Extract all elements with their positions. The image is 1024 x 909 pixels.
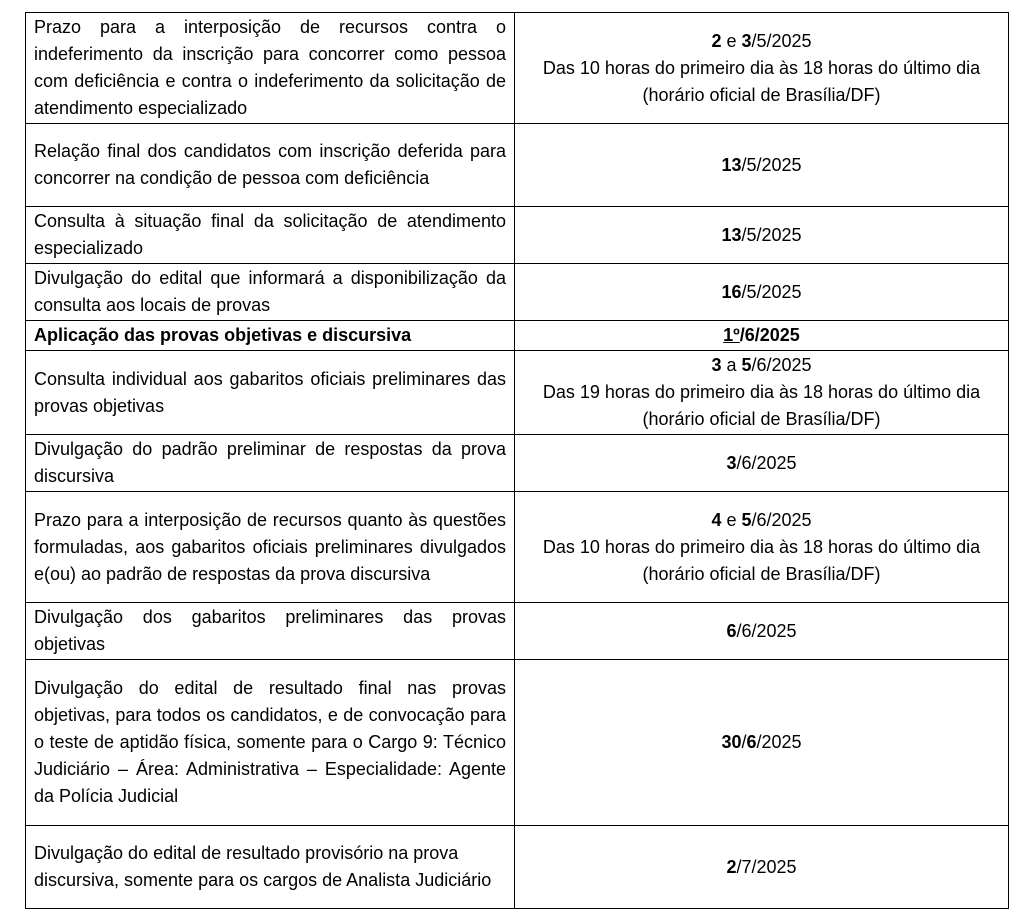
- table-row: [26, 826, 1009, 909]
- table-row: [26, 321, 1009, 351]
- date-cell: [515, 492, 1009, 603]
- date-day: 30: [721, 732, 742, 752]
- date-day: 13: [721, 154, 742, 175]
- date-day: 6: [726, 620, 737, 641]
- date-day: 1º: [723, 325, 740, 345]
- table-row: [26, 351, 1009, 435]
- date-rest: /5/2025: [741, 281, 802, 302]
- date-day: 2: [726, 856, 737, 877]
- date-rest: /2025: [756, 732, 802, 752]
- date-note: Das 10 horas do primeiro dia às 18 horas do último dia (horário oficial de Brasília/DF): [542, 536, 981, 584]
- date-note: Das 19 horas do primeiro dia às 18 horas do último dia (horário oficial de Brasília/DF): [542, 382, 981, 429]
- event-cell: Divulgação do padrão preliminar de respostas da prova discursiva: [26, 435, 515, 492]
- table-row: [26, 207, 1009, 264]
- date-day: 13: [721, 224, 742, 245]
- date-value: 4 e 5/6/2025: [711, 509, 812, 530]
- event-cell: Aplicação das provas objetivas e discursiva: [26, 321, 515, 351]
- table-row: [26, 13, 1009, 124]
- table-row: [26, 124, 1009, 207]
- event-cell: Divulgação do edital de resultado provisório na prova discursiva, somente para os cargos de Analista Judiciário: [26, 826, 515, 909]
- event-cell: Consulta individual aos gabaritos oficiais preliminares das provas objetivas: [26, 351, 515, 435]
- date-value: 3 a 5/6/2025: [711, 355, 812, 375]
- date-cell: [515, 435, 1009, 492]
- date-rest: /7/2025: [736, 856, 797, 877]
- table-row: [26, 264, 1009, 321]
- date-cell: [515, 321, 1009, 351]
- date-value: 2 e 3/5/2025: [711, 30, 812, 51]
- event-cell: Prazo para a interposição de recursos contra o indeferimento da inscrição para concorrer como pessoa com deficiência e contra o indeferimento da solicitação de atendimento especializado: [26, 13, 515, 124]
- date-rest: /6/2025: [739, 325, 800, 345]
- schedule-table: [25, 12, 1009, 909]
- date-rest: /6/2025: [736, 620, 797, 641]
- date-cell: [515, 660, 1009, 826]
- date-cell: [515, 207, 1009, 264]
- date-cell: [515, 264, 1009, 321]
- date-cell: [515, 603, 1009, 660]
- date-month: 6: [746, 732, 757, 752]
- date-day: 16: [721, 281, 742, 302]
- event-cell: Relação final dos candidatos com inscrição deferida para concorrer na condição de pessoa com deficiência: [26, 124, 515, 207]
- table-row: [26, 435, 1009, 492]
- date-cell: [515, 826, 1009, 909]
- date-rest: /5/2025: [741, 154, 802, 175]
- event-cell: Prazo para a interposição de recursos quanto às questões formuladas, aos gabaritos oficiais preliminares divulgados e(ou) ao padrão de respostas da prova discursiva: [26, 492, 515, 603]
- event-cell: Divulgação dos gabaritos preliminares das provas objetivas: [26, 603, 515, 660]
- event-cell: Consulta à situação final da solicitação de atendimento especializado: [26, 207, 515, 264]
- date-cell: [515, 124, 1009, 207]
- event-cell: Divulgação do edital de resultado final nas provas objetivas, para todos os candidatos, e de convocação para o teste de aptidão física, somente para o Cargo 9: Técnico Judiciário – Área: Administrativa – Especialidade: Agente da Polícia Judicial: [26, 660, 515, 826]
- event-cell: Divulgação do edital que informará a disponibilização da consulta aos locais de provas: [26, 264, 515, 321]
- table-row: [26, 492, 1009, 603]
- date-cell: [515, 351, 1009, 435]
- date-day: 3: [726, 452, 737, 473]
- date-cell: [515, 13, 1009, 124]
- date-rest: /5/2025: [741, 224, 802, 245]
- date-note: Das 10 horas do primeiro dia às 18 horas do último dia (horário oficial de Brasília/DF): [542, 57, 981, 105]
- table-row: [26, 603, 1009, 660]
- date-sep: /: [741, 732, 747, 752]
- date-rest: /6/2025: [736, 452, 797, 473]
- table-row: [26, 660, 1009, 826]
